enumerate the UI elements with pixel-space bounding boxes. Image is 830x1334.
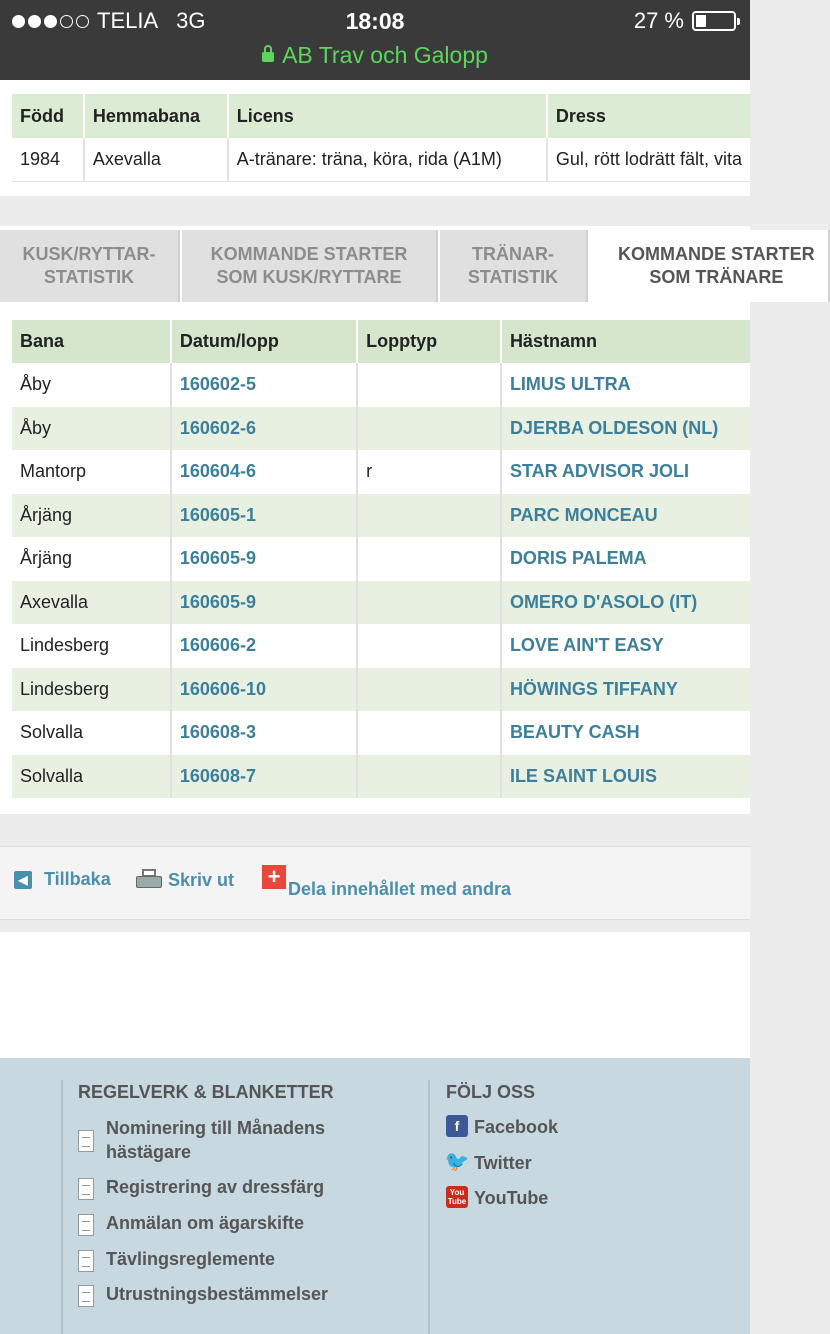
back-link[interactable]: ◀ Tillbaka bbox=[14, 869, 111, 890]
cell-horse-name[interactable]: ILE SAINT LOUIS bbox=[501, 755, 750, 799]
table-row bbox=[12, 537, 750, 581]
clock: 18:08 bbox=[345, 8, 405, 34]
table-row bbox=[12, 450, 750, 494]
cell-track: Axevalla bbox=[12, 581, 171, 625]
rules-heading: REGELVERK & BLANKETTER bbox=[78, 1082, 334, 1102]
footer-link-ownership-change[interactable]: Anmälan om ägarskifte bbox=[78, 1211, 304, 1236]
cell-date-race[interactable]: 160602-5 bbox=[171, 363, 357, 407]
footer-link-nomination[interactable]: Nominering till Månadens hästägare bbox=[78, 1116, 378, 1164]
twitter-link[interactable]: 🐦 Twitter bbox=[444, 1151, 532, 1173]
document-icon bbox=[78, 1178, 94, 1200]
cell-track: Lindesberg bbox=[12, 624, 171, 668]
cell-horse-name[interactable]: PARC MONCEAU bbox=[501, 494, 750, 538]
cell-date-race[interactable]: 160605-9 bbox=[171, 581, 357, 625]
table-row bbox=[12, 407, 750, 451]
cell-date-race[interactable]: 160608-7 bbox=[171, 755, 357, 799]
cell-track: Mantorp bbox=[12, 450, 171, 494]
cell-date-race[interactable]: 160605-9 bbox=[171, 537, 357, 581]
cell-date-race[interactable]: 160606-2 bbox=[171, 624, 357, 668]
tab-driver-statistics[interactable]: KUSK/RYTTAR- STATISTIK bbox=[0, 230, 180, 302]
table-row bbox=[12, 755, 750, 799]
document-icon bbox=[78, 1250, 94, 1272]
header-horse-name: Hästnamn bbox=[501, 320, 750, 363]
cell-date-race[interactable]: 160608-3 bbox=[171, 711, 357, 755]
table-row bbox=[12, 668, 750, 712]
footer bbox=[0, 1058, 750, 1334]
network-type: 3G bbox=[176, 8, 206, 33]
cell-horse-name[interactable]: STAR ADVISOR JOLI bbox=[509, 461, 689, 482]
youtube-link[interactable]: You Tube YouTube bbox=[447, 1188, 549, 1208]
cell-race-type bbox=[357, 624, 501, 668]
cell-date-race[interactable]: 160606-10 bbox=[171, 668, 357, 712]
trainer-info-panel bbox=[0, 80, 750, 196]
header-date-race: Datum/lopp bbox=[171, 320, 357, 363]
share-link[interactable]: + Dela innehållet med andra bbox=[262, 871, 511, 895]
cell-horse-name[interactable]: DJERBA OLDESON (NL) bbox=[501, 407, 750, 451]
cell-track: Åby bbox=[12, 407, 171, 451]
youtube-icon: You Tube bbox=[447, 1188, 467, 1206]
cell-born: 1984 bbox=[12, 138, 84, 181]
cell-race-type bbox=[357, 407, 501, 451]
header-race-type: Lopptyp bbox=[357, 320, 501, 363]
cell-horse-name[interactable]: BEAUTY CASH bbox=[509, 722, 640, 743]
follow-heading: FÖLJ OSS bbox=[446, 1082, 536, 1102]
footer-link-competition-rules[interactable]: Tävlingsreglemente bbox=[78, 1247, 275, 1272]
cell-race-type bbox=[357, 668, 501, 712]
address-bar[interactable] bbox=[0, 42, 750, 69]
trainer-info-table bbox=[12, 94, 750, 182]
cell-horse-name[interactable]: LIMUS ULTRA bbox=[509, 374, 631, 395]
battery-percent: 27 % bbox=[633, 8, 684, 33]
divider bbox=[61, 1080, 63, 1334]
status-bar bbox=[0, 0, 750, 80]
table-row bbox=[12, 711, 750, 755]
header-home-track: Hemmabana bbox=[84, 94, 228, 138]
document-icon bbox=[78, 1285, 94, 1307]
upcoming-starts-table bbox=[12, 320, 750, 798]
footer-link-dress-registration[interactable]: Registrering av dressfärg bbox=[78, 1175, 324, 1200]
tab-upcoming-starts-trainer[interactable]: KOMMANDE STARTER SOM TRÄNARE bbox=[590, 230, 830, 302]
lock-icon bbox=[262, 52, 274, 62]
tab-upcoming-starts-driver[interactable]: KOMMANDE STARTER SOM KUSK/RYTTARE bbox=[182, 230, 438, 302]
tab-bar bbox=[0, 226, 815, 304]
document-icon bbox=[78, 1130, 94, 1152]
spacer bbox=[0, 932, 750, 1058]
cell-date-race[interactable]: 160605-1 bbox=[171, 494, 357, 538]
cell-race-type bbox=[357, 581, 501, 625]
tab-trainer-statistics[interactable]: TRÄNAR- STATISTIK bbox=[440, 230, 588, 302]
site-name: AB Trav och Galopp bbox=[282, 42, 488, 68]
twitter-icon: 🐦 bbox=[444, 1151, 470, 1173]
cell-date-race[interactable]: 160602-6 bbox=[171, 407, 357, 451]
header-track: Bana bbox=[12, 320, 171, 363]
divider bbox=[428, 1080, 430, 1334]
printer-icon bbox=[136, 869, 162, 891]
table-row bbox=[12, 494, 750, 538]
battery-icon bbox=[692, 11, 736, 31]
print-link[interactable]: Skriv ut bbox=[136, 869, 234, 891]
cell-track: Årjäng bbox=[12, 494, 171, 538]
starts-panel bbox=[0, 226, 815, 814]
cell-horse-name[interactable]: OMERO D'ASOLO (IT) bbox=[501, 581, 750, 625]
cell-home-track: Axevalla bbox=[84, 138, 228, 181]
facebook-icon: f bbox=[446, 1115, 468, 1137]
header-license: Licens bbox=[228, 94, 547, 138]
facebook-link[interactable]: f Facebook bbox=[446, 1115, 558, 1139]
carrier-name: TELIA bbox=[97, 8, 159, 33]
footer-link-equipment-rules[interactable]: Utrustningsbestämmelser bbox=[78, 1282, 328, 1307]
action-bar bbox=[0, 846, 750, 920]
cell-track: Lindesberg bbox=[12, 668, 171, 712]
cell-track: Årjäng bbox=[12, 537, 171, 581]
cell-license: A-tränare: träna, köra, rida (A1M) bbox=[228, 138, 547, 181]
cell-race-type bbox=[357, 363, 501, 407]
cell-race-type bbox=[357, 711, 501, 755]
cell-horse-name[interactable]: HÖWINGS TIFFANY bbox=[501, 668, 750, 712]
table-row bbox=[12, 624, 750, 668]
cell-race-type: r bbox=[357, 450, 501, 494]
cell-track: Åby bbox=[12, 363, 171, 407]
document-icon bbox=[78, 1214, 94, 1236]
cell-race-type bbox=[357, 537, 501, 581]
header-born: Född bbox=[12, 94, 84, 138]
cell-race-type bbox=[357, 755, 501, 799]
table-row bbox=[12, 363, 750, 407]
cell-horse-name[interactable]: LOVE AIN'T EASY bbox=[509, 635, 664, 656]
header-dress: Dress bbox=[547, 94, 750, 138]
cell-track: Solvalla bbox=[12, 755, 171, 799]
cell-dress: Gul, rött lodrätt fält, vita bbox=[547, 138, 750, 181]
plus-icon: + bbox=[262, 865, 286, 889]
cell-track: Solvalla bbox=[12, 711, 171, 755]
back-arrow-icon: ◀ bbox=[14, 871, 32, 889]
cell-date-race[interactable]: 160604-6 bbox=[171, 450, 357, 494]
table-row bbox=[12, 581, 750, 625]
cell-horse-name[interactable]: DORIS PALEMA bbox=[509, 548, 647, 569]
cell-race-type bbox=[357, 494, 501, 538]
